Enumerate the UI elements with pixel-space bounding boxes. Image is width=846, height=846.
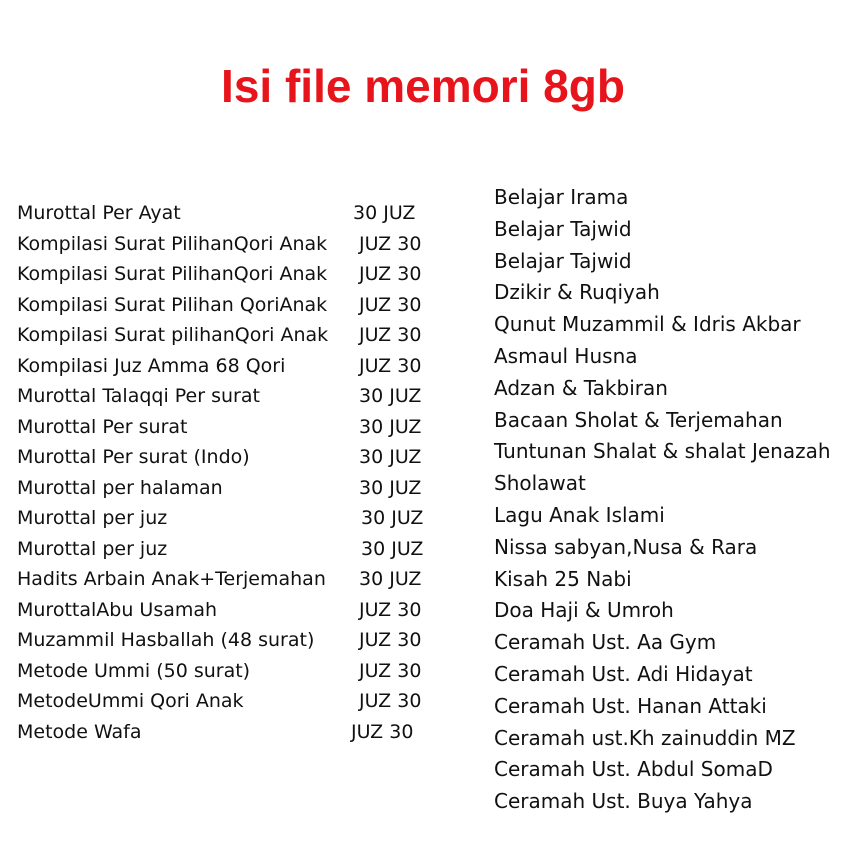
item-juz: JUZ 30 [359,324,422,346]
left-list-item [17,686,457,717]
item-juz: 30 JUZ [359,385,422,407]
left-list-item [17,381,457,412]
item-name: Kompilasi Surat pilihanQori Anak [17,324,329,346]
left-list-item [17,503,457,534]
item-name: Murottal per juz [17,507,168,529]
right-list-item: Dzikir & Ruqiyah [494,280,660,305]
left-list-item [17,564,457,595]
item-name: Murottal per halaman [17,476,223,499]
item-juz: 30 JUZ [359,446,422,468]
right-list-item: Nissa sabyan,Nusa & Rara [494,534,758,559]
page-title: Isi file memori 8gb [221,60,625,112]
right-list-item: Lagu Anak Islami [494,502,665,527]
right-list-item: Belajar Tajwid [494,216,632,241]
right-list-item: Adzan & Takbiran [494,375,668,400]
item-juz: JUZ 30 [359,354,422,377]
left-list-item [17,595,457,626]
right-list-item: Ceramah ust.Kh zainuddin MZ [494,725,796,750]
left-list-item [17,320,457,351]
item-name: Murottal Talaqqi Per surat [17,385,260,407]
item-juz: 30 JUZ [353,202,416,224]
item-name: Murottal Per surat (Indo) [17,446,250,468]
item-name: Kompilasi Surat PilihanQori Anak [17,232,328,255]
item-name: Kompilasi Surat PilihanQori Anak [17,263,328,285]
left-list-item [17,290,457,321]
right-list-item: Tuntunan Shalat & shalat Jenazah [494,439,831,464]
left-list-item [17,473,457,504]
item-juz: JUZ 30 [359,598,422,621]
right-list-item: Belajar Tajwid [494,248,632,273]
left-list-item [17,534,457,565]
item-name: Hadits Arbain Anak+Terjemahan [17,568,326,590]
left-list-item [17,717,457,748]
right-list-item: Sholawat [494,471,586,496]
right-list-item: Asmaul Husna [494,343,638,368]
right-list-item: Doa Haji & Umroh [494,598,674,623]
right-list-item: Bacaan Sholat & Terjemahan [494,407,783,432]
item-juz: JUZ 30 [359,263,422,285]
left-list-item [17,442,457,473]
item-name: Metode Wafa [17,720,142,743]
item-juz: JUZ 30 [359,232,422,255]
left-list-item [17,198,457,229]
right-list-item: Ceramah Ust. Adi Hidayat [494,661,753,686]
item-juz: JUZ 30 [351,720,414,743]
left-list-item [17,229,457,260]
right-content-list [494,182,839,818]
item-juz: 30 JUZ [359,476,422,499]
right-list-item: Kisah 25 Nabi [494,566,632,591]
item-name: MetodeUmmi Qori Anak [17,690,244,712]
right-list-item: Ceramah Ust. Abdul SomaD [494,757,773,782]
item-juz: JUZ 30 [359,629,422,651]
right-list-item: Ceramah Ust. Aa Gym [494,630,717,655]
item-juz: 30 JUZ [359,568,422,590]
left-content-list [17,198,457,747]
item-name: Muzammil Hasballah (48 surat) [17,629,315,651]
right-list-item: Ceramah Ust. Buya Yahya [494,789,753,814]
item-juz: 30 JUZ [361,537,424,560]
item-juz: 30 JUZ [359,415,422,438]
item-name: Kompilasi Surat Pilihan QoriAnak [17,293,328,316]
item-juz: JUZ 30 [359,293,422,316]
item-name: Murottal Per surat [17,415,188,438]
item-name: Murottal per juz [17,537,168,560]
item-juz: JUZ 30 [359,659,422,682]
right-list-item: Belajar Irama [494,185,629,209]
item-name: Kompilasi Juz Amma 68 Qori [17,354,286,377]
left-list-item [17,412,457,443]
left-list-item [17,656,457,687]
left-list-item [17,259,457,290]
item-name: MurottalAbu Usamah [17,598,218,621]
item-name: Metode Ummi (50 surat) [17,659,251,682]
item-name: Murottal Per Ayat [17,202,181,224]
right-list-item: Ceramah Ust. Hanan Attaki [494,693,767,718]
item-juz: 30 JUZ [361,507,424,529]
item-juz: JUZ 30 [359,690,422,712]
right-list-item: Qunut Muzammil & Idris Akbar [494,312,801,337]
left-list-item [17,625,457,656]
left-list-item [17,351,457,382]
